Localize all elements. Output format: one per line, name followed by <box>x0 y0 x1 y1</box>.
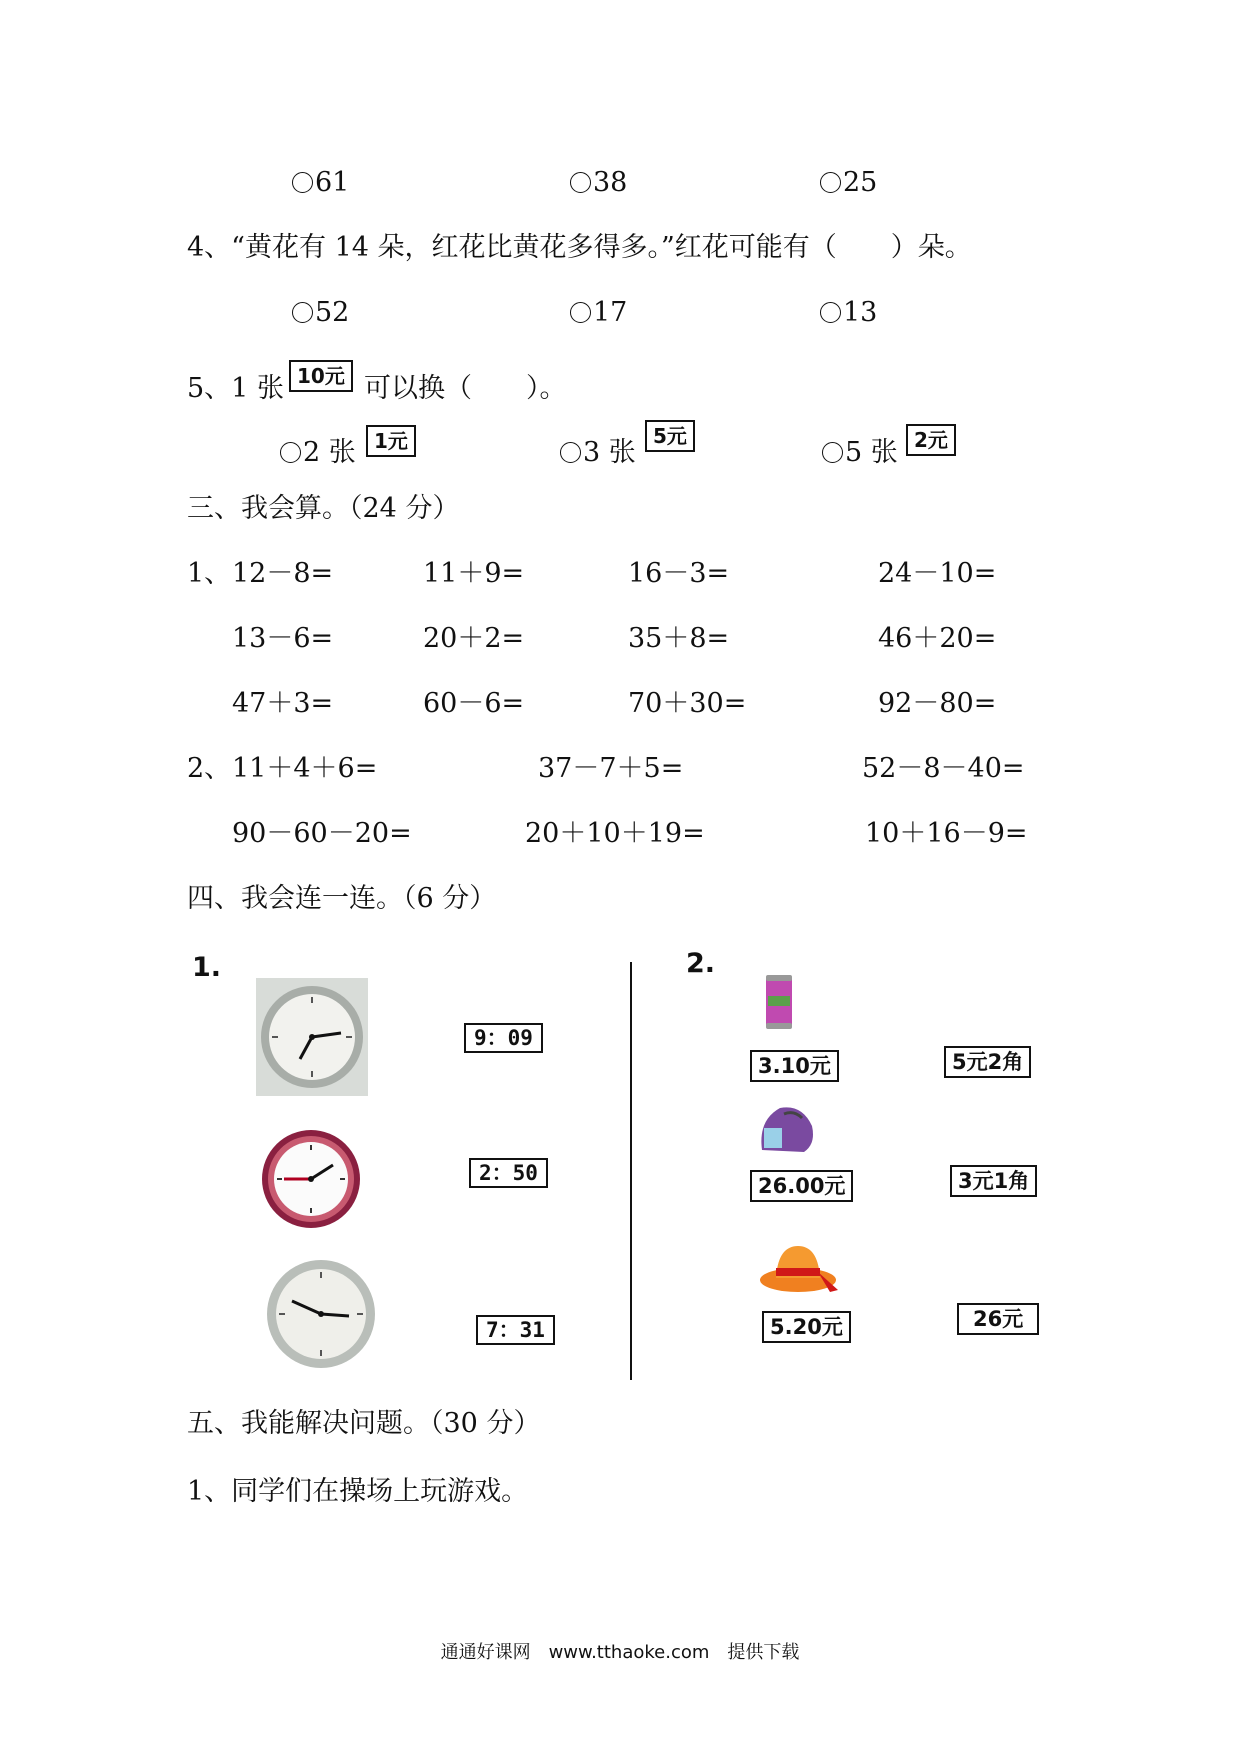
backpack-icon <box>754 1100 818 1158</box>
clock-icon[interactable] <box>256 978 368 1096</box>
hat-icon <box>758 1240 844 1296</box>
q5-option-b[interactable]: 3 张 <box>560 437 636 469</box>
amount-tag[interactable]: 5元2角 <box>944 1046 1031 1078</box>
calc-item: 46＋20= <box>878 623 997 654</box>
q3-option-c[interactable]: 25 <box>820 167 877 199</box>
calc-item: 92－80= <box>878 688 997 719</box>
radio-circle-icon <box>280 442 301 463</box>
section5-title: 五、我能解决问题。（30 分） <box>187 1408 541 1439</box>
calc-item: 90－60－20= <box>232 818 412 849</box>
time-tag[interactable]: 9：09 <box>464 1023 543 1053</box>
q5-option-c[interactable]: 5 张 <box>822 437 898 469</box>
page-footer: 通通好课网 www.tthaoke.com 提供下载 <box>440 1642 800 1663</box>
price-tag[interactable]: 3.10元 <box>750 1050 839 1082</box>
section4-part1-label: 1. <box>192 952 222 983</box>
q4-option-a[interactable]: 52 <box>292 297 349 329</box>
radio-circle-icon <box>292 172 313 193</box>
section4-part2-label: 2. <box>686 948 716 979</box>
amount-tag[interactable]: 26元 <box>957 1303 1039 1335</box>
q5-option-a[interactable]: 2 张 <box>280 437 356 469</box>
banknote-2-icon: 2元 <box>906 424 956 456</box>
q5-suffix: 可以换（ ）。 <box>364 373 567 404</box>
calc-item: 60－6= <box>423 688 525 719</box>
calc-item: 35＋8= <box>628 623 730 654</box>
price-tag[interactable]: 26.00元 <box>750 1170 853 1202</box>
section3-part2-label: 2、 <box>187 753 232 784</box>
calc-item: 37－7＋5= <box>538 753 684 784</box>
banknote-10-icon: 10元 <box>289 360 353 392</box>
clock-icon[interactable] <box>264 1255 378 1373</box>
banknote-1-icon: 1元 <box>366 425 416 457</box>
calc-item: 20＋2= <box>423 623 525 654</box>
calc-item: 12－8= <box>232 558 334 589</box>
q4-option-b[interactable]: 17 <box>570 297 627 329</box>
q3-option-a[interactable]: 61 <box>292 167 349 199</box>
section4-title: 四、我会连一连。（6 分） <box>187 883 497 914</box>
q3-option-b[interactable]: 38 <box>570 167 627 199</box>
radio-circle-icon <box>570 302 591 323</box>
calc-item: 70＋30= <box>628 688 747 719</box>
radio-circle-icon <box>560 442 581 463</box>
price-tag[interactable]: 5.20元 <box>762 1311 851 1343</box>
calc-item: 11＋4＋6= <box>232 753 378 784</box>
calc-item: 16－3= <box>628 558 730 589</box>
radio-circle-icon <box>820 302 841 323</box>
clock-icon[interactable] <box>260 1128 362 1230</box>
calc-item: 24－10= <box>878 558 997 589</box>
calc-item: 47＋3= <box>232 688 334 719</box>
q4-option-c[interactable]: 13 <box>820 297 877 329</box>
radio-circle-icon <box>822 442 843 463</box>
calc-item: 10＋16－9= <box>865 818 1028 849</box>
q4-text: 4、“黄花有 14 朵，红花比黄花多得多。”红花可能有（ ）朵。 <box>187 232 972 263</box>
time-tag[interactable]: 7：31 <box>476 1315 555 1345</box>
time-tag[interactable]: 2：50 <box>469 1158 548 1188</box>
section5-q1: 1、同学们在操场上玩游戏。 <box>187 1476 529 1507</box>
calc-item: 11＋9= <box>423 558 525 589</box>
q5-prefix: 5、1 张 <box>187 373 284 404</box>
radio-circle-icon <box>570 172 591 193</box>
calc-item: 52－8－40= <box>862 753 1025 784</box>
can-icon <box>762 972 796 1032</box>
calc-item: 13－6= <box>232 623 334 654</box>
banknote-5-icon: 5元 <box>645 420 695 452</box>
radio-circle-icon <box>820 172 841 193</box>
section4-divider <box>630 962 632 1380</box>
section3-title: 三、我会算。（24 分） <box>187 493 460 524</box>
amount-tag[interactable]: 3元1角 <box>950 1165 1037 1197</box>
radio-circle-icon <box>292 302 313 323</box>
section3-part1-label: 1、 <box>187 558 232 589</box>
calc-item: 20＋10＋19= <box>525 818 705 849</box>
